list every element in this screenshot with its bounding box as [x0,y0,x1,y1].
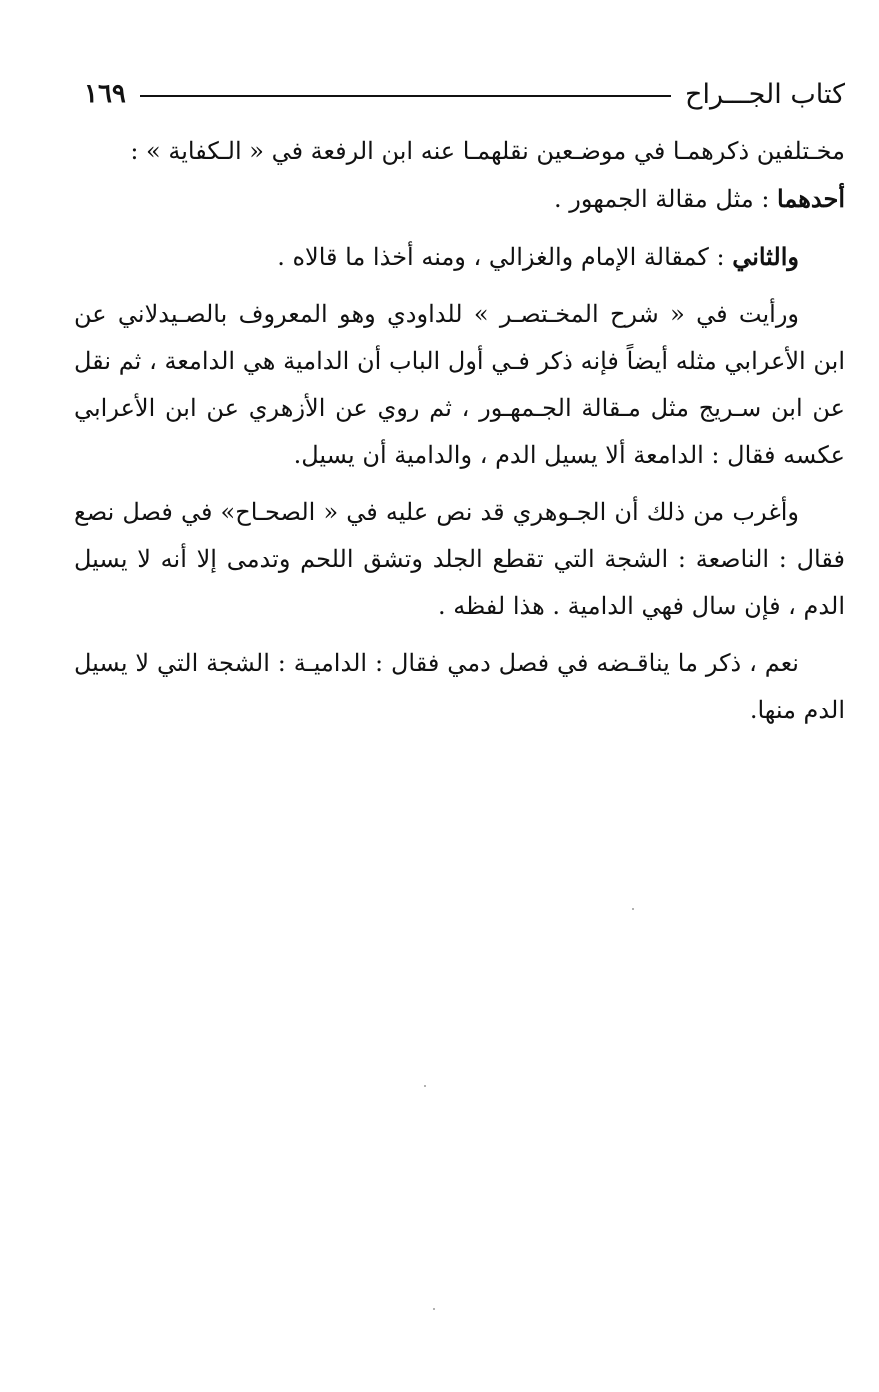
paragraph-contradiction [74,640,845,734]
paragraph-text: ورأيت في « شرح المخـتصـر » للداودي وهو المعروف بالصـيدلاني عن ابن الأعرابي مثله أيضاً فإنه ذكر فـي أول الباب أن الدامية هي الدامعة ، ثم نقل عن ابن سـريج مثل مـقالة الجـمهـور ، ثم روي عن الأزهري عن ابن الأعرابي عكسه فقال : الدامعة ألا يسيل الدم ، والدامية أن يسيل. [74,300,846,469]
header-rule [140,95,671,97]
running-header [84,72,845,116]
paragraph-second-opinion [74,233,845,281]
paragraph-lead-word: والثاني [732,242,799,271]
scan-speck [632,908,634,910]
paragraph-intro [74,128,845,175]
paragraph-lead-word: أحدهما [777,184,845,213]
page-number: ١٦٩ [84,79,126,109]
paragraph-text: : مثل مقالة الجمهور . [554,185,778,213]
scan-speck [433,1308,435,1310]
paragraph-text: نعم ، ذكر ما يناقـضه في فصل دمي فقال : الداميـة : الشجة التي لا يسيل الدم منها. [74,649,845,724]
paragraph-dawudi [74,291,845,479]
paragraph-first-opinion [74,175,845,223]
main-text [74,128,845,734]
paragraph-jawhari [74,489,845,630]
paragraph-text: : كمقالة الإمام والغزالي ، ومنه أخذا ما قالاه . [277,243,733,271]
scan-speck [424,1085,426,1087]
chapter-title: كتاب الجـــراح [685,78,845,110]
paragraph-text: مخـتلفين ذكرهمـا في موضـعين نقلهمـا عنه ابن الرفعة في « الـكفاية » : [130,137,845,165]
paragraph-text: وأغرب من ذلك أن الجـوهري قد نص عليه في « الصحـاح» في فصل نصع فقال : الناصعة : الشجة التي تقطع الجلد وتشق اللحم وتدمى إلا أنه لا يسيل الدم ، فإن سال فهي الدامية . هذا لفظه . [74,498,845,620]
